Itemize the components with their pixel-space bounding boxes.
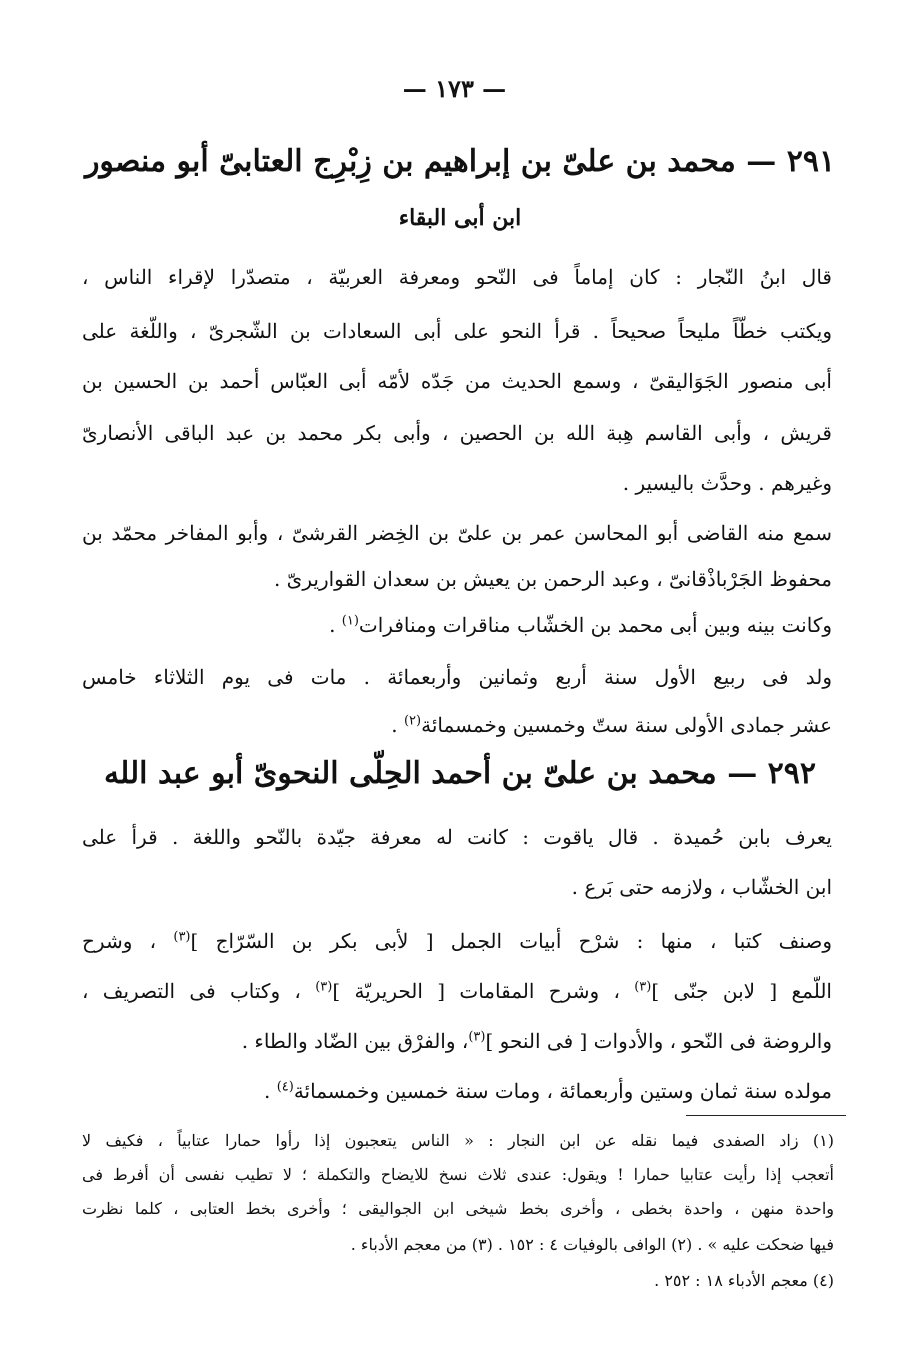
text: . xyxy=(329,613,342,637)
text: وكانت بينه وبين أبى محمد بن الخشّاب مناقرات ومنافرات xyxy=(358,613,832,637)
text-line xyxy=(82,926,832,956)
text: . xyxy=(391,713,404,737)
entry-292-heading: ٢٩٢ — محمد بن علىّ بن أحمد الحِلّى النحوىّ أبو عبد الله xyxy=(104,756,816,791)
footnote-mark: (٣) xyxy=(173,929,191,945)
footnote-mark: (٣) xyxy=(315,979,333,995)
footnote-mark: (٢) xyxy=(403,713,422,729)
entry-291-heading: ٢٩١ — محمد بن علىّ بن إبراهيم بن زِبْرِج العتابىّ أبو منصور xyxy=(84,144,836,179)
footnote-line: واحدة منهن ، واحدة بخطى ، وأخرى بخط شيخى ابن الجواليقى ؛ وأخرى بخط العتابى ، كلما نظرت xyxy=(82,1199,834,1218)
footnote-line: أتعجب إذا رأيت عتابيا حمارا ! ويقول: عندى ثلاث نسخ للايضاح والتكملة ؛ لا تطيب نفسى أن أفرط فى xyxy=(82,1165,834,1184)
text: ، وشرح xyxy=(82,929,157,953)
text: ، والفرْق بين الضّاد والطاء . xyxy=(241,1029,469,1053)
footnote-divider xyxy=(686,1115,846,1116)
text: . xyxy=(263,1079,277,1103)
text-line: قريش ، وأبى القاسم هِبة الله بن الحصين ، وأبى بكر محمد بن عبد الباقى الأنصارىّ xyxy=(82,421,832,445)
text-line: ابن الخشّاب ، ولازمه حتى بَرع . xyxy=(571,875,832,899)
text-line xyxy=(82,1026,832,1056)
text-line: ويكتب خطّاً مليحاً صحيحاً . قرأ النحو على أبى السعادات بن الشّجرىّ ، واللّغة على xyxy=(82,319,832,343)
text: وصنف كتبا ، منها : شرْح أبيات الجمل [ لأبى بكر بن السّرّاج ] xyxy=(190,929,832,953)
text-line: سمع منه القاضى أبو المحاسن عمر بن علىّ بن الخِضر القرشىّ ، وأبو المفاخر محمّد بن xyxy=(82,521,832,545)
footnote-mark: (٤) xyxy=(276,1079,294,1095)
text-line: يعرف بابن حُميدة . قال ياقوت : كانت له معرفة جيّدة بالنّحو واللغة . قرأ على xyxy=(82,825,832,849)
text-line: وغيرهم . وحدَّث باليسير . xyxy=(622,471,832,495)
text: عشر جمادى الأولى سنة ستّ وخمسين وخمسمائة xyxy=(421,713,832,737)
page-number: — ١٧٣ — xyxy=(402,74,507,103)
text: مولده سنة ثمان وستين وأربعمائة ، ومات سنة خمسين وخمسمائة xyxy=(293,1079,832,1103)
text-line: ولد فى ربيع الأول سنة أربع وثمانين وأربعمائة . مات فى يوم الثلاثاء خامس xyxy=(82,665,832,689)
footnote-mark: (٣) xyxy=(634,979,652,995)
text-line: أبى منصور الجَوَاليقىّ ، وسمع الحديث من جَدّه لأمّه أبى العبّاس أحمد بن الحسين بن xyxy=(82,369,832,393)
text-line xyxy=(82,976,832,1006)
footnote-mark: (٣) xyxy=(468,1029,486,1045)
text-line xyxy=(82,710,832,740)
footnote-mark: (١) xyxy=(341,613,359,629)
entry-291-paragraph-3 xyxy=(82,610,832,640)
text-line: محفوظ الجَرْباذْقانىّ ، وعبد الرحمن بن يعيش بن سعدان القواريرىّ . xyxy=(273,567,832,591)
footnote-line: فيها ضحكت عليه » . (٢) الوافى بالوفيات ٤ : ١٥٢ . (٣) من معجم الأدباء . xyxy=(350,1235,834,1254)
footnote-line: (٤) معجم الأدباء ١٨ : ٢٥٢ . xyxy=(654,1271,834,1290)
text: ، وكتاب فى التصريف ، xyxy=(82,979,316,1003)
text: ، وشرح المقامات [ الحريريّة ] xyxy=(332,979,635,1003)
text: والروضة فى النّحو ، والأدوات [ فى النحو ] xyxy=(485,1029,832,1053)
text: اللّمع [ لابن جنّى ] xyxy=(651,979,832,1003)
footnote-line: (١) زاد الصفدى فيما نقله عن ابن النجار : « الناس يتعجبون إذا رأوا حمارا عتابياً ، فكيف لا xyxy=(82,1131,834,1150)
text-line: قال ابنُ النّجار : كان إماماً فى النّحو ومعرفة العربيّة ، متصدّرا لإقراء الناس ، xyxy=(82,265,832,289)
entry-292-paragraph-3 xyxy=(82,1076,832,1106)
entry-291-subtitle: ابن أبى البقاء xyxy=(398,205,522,231)
